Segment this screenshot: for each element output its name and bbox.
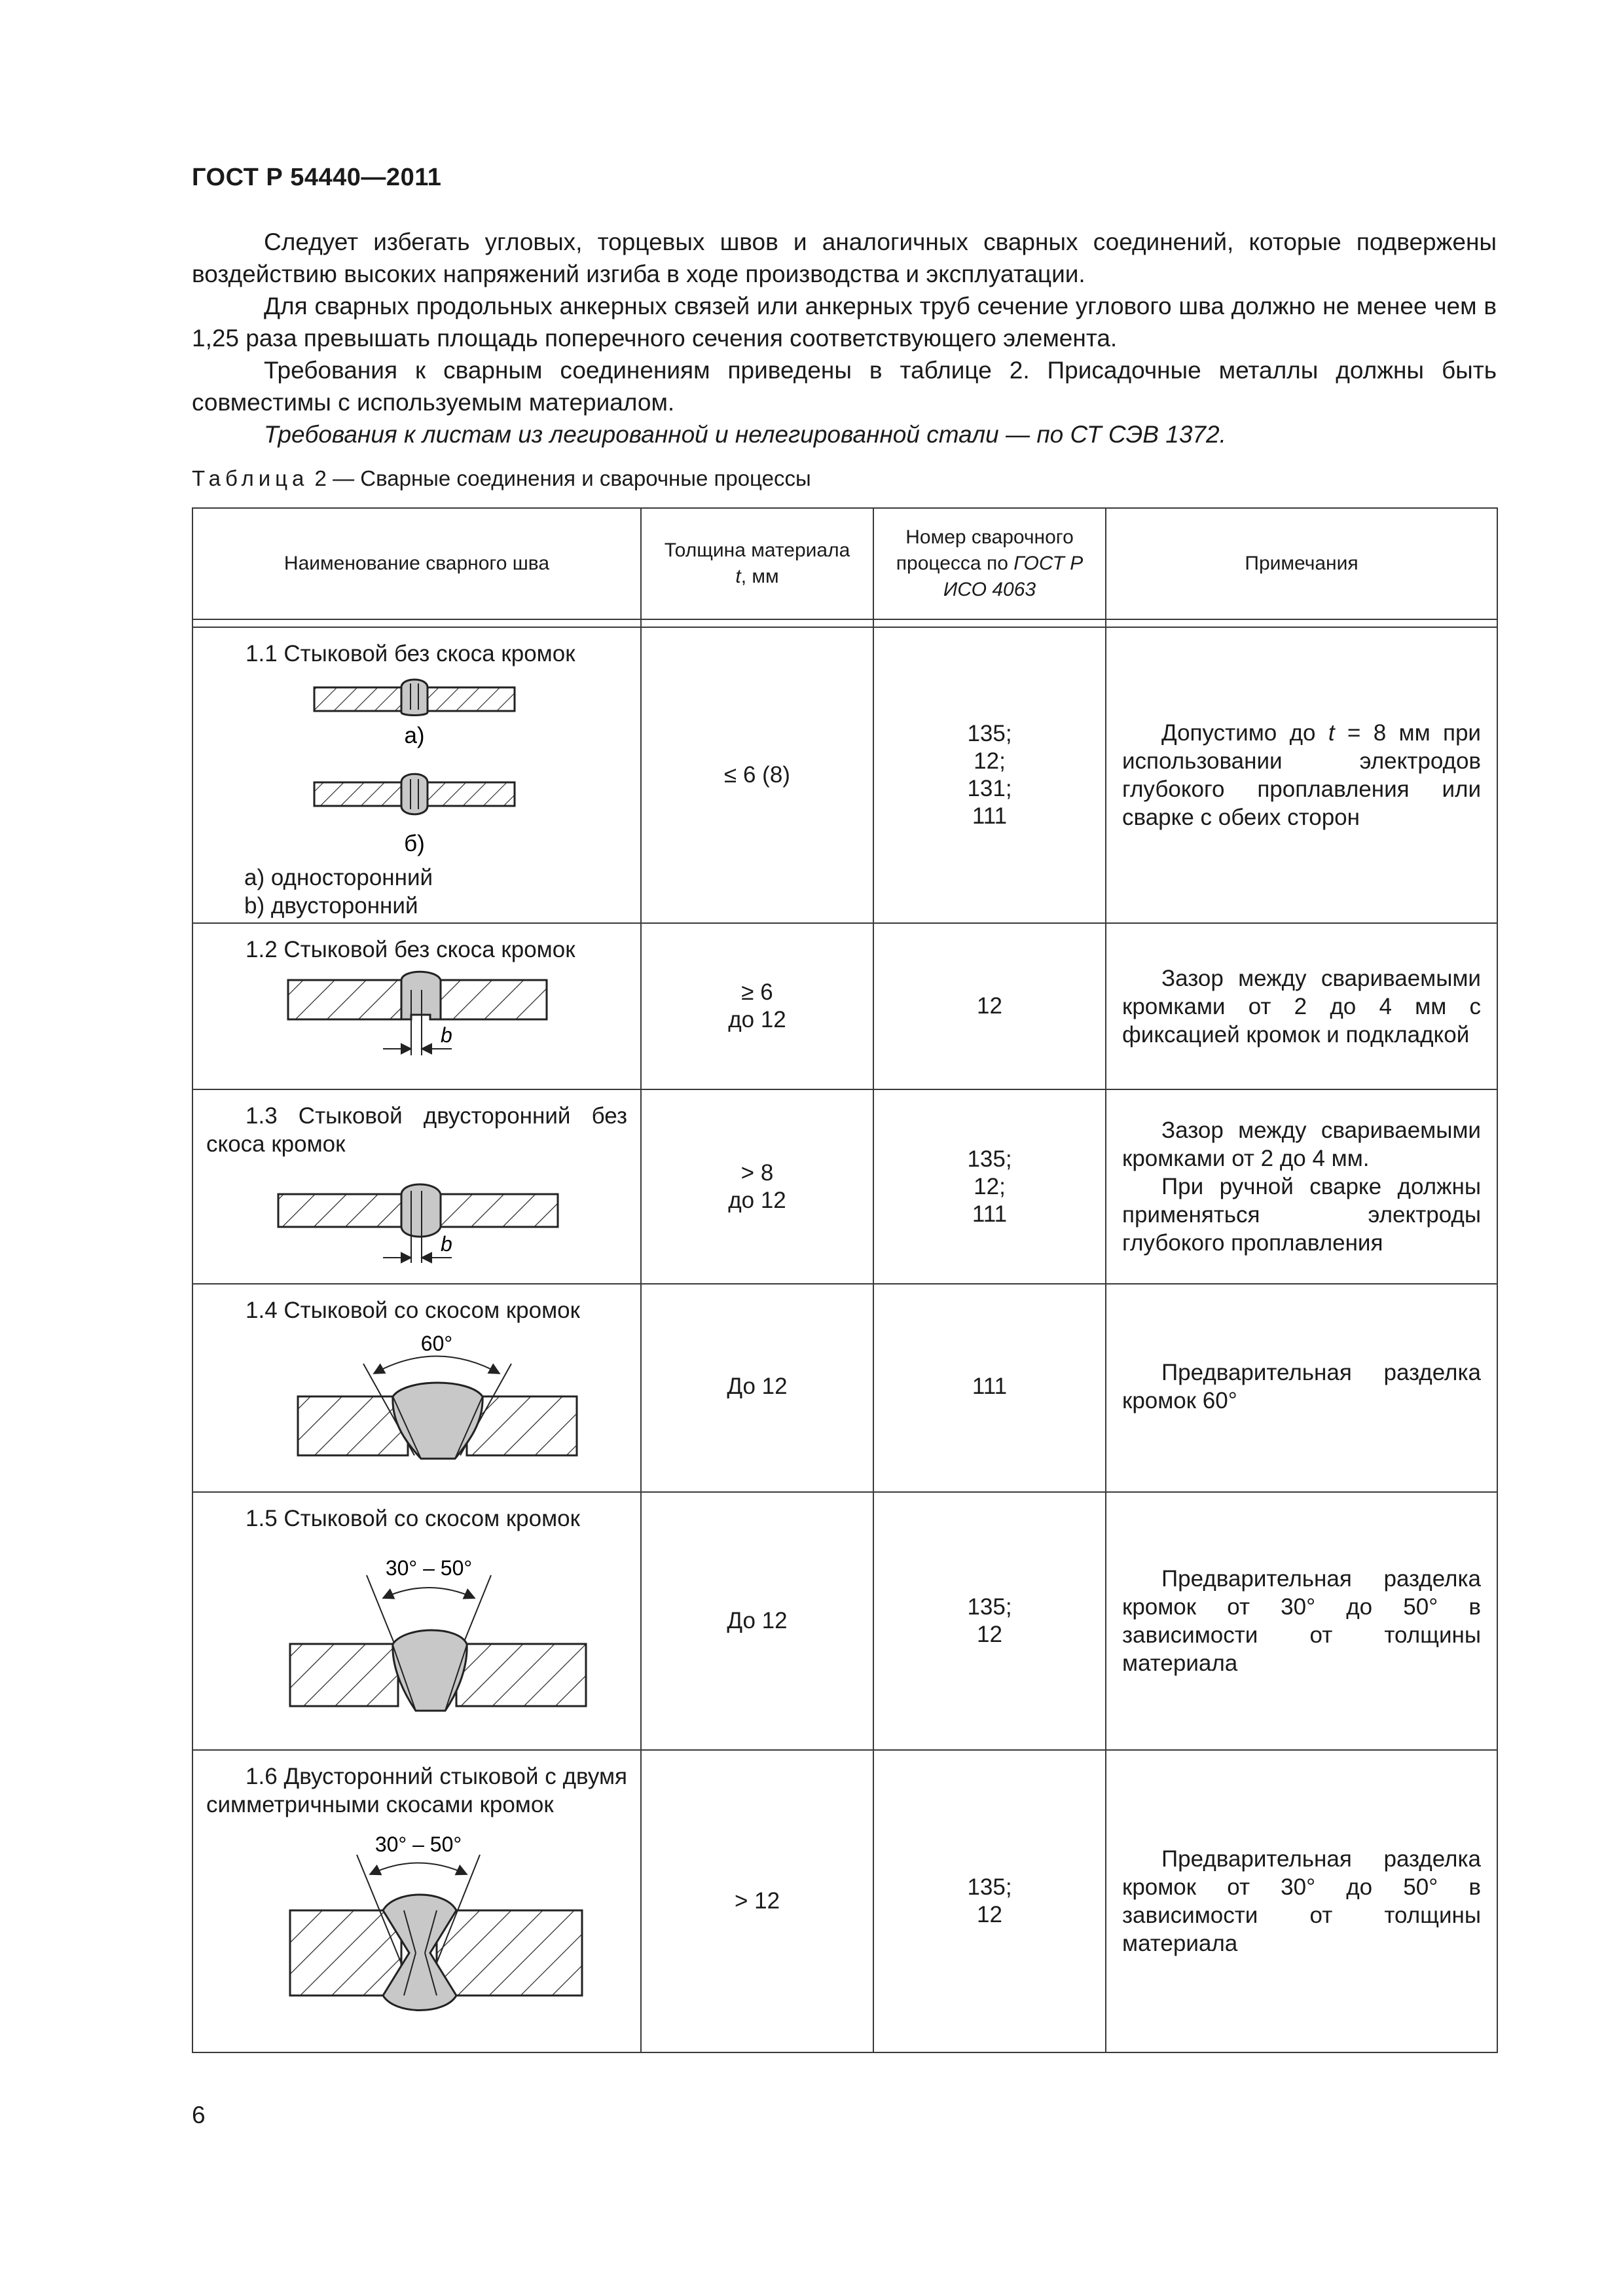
dim-b: b — [441, 1232, 452, 1256]
angle-label: 30° – 50° — [374, 1832, 462, 1856]
thickness-cell: До 12 — [641, 1284, 873, 1492]
table-row — [192, 627, 1497, 923]
table-row — [192, 1089, 1497, 1284]
intro-paragraph-1: Следует избегать угловых, торцевых швов и аналогичных сварных соединений, которые подвержены воздействию высоких напряжений изгиба в ходе производства и эксплуатации. — [192, 228, 1497, 287]
weld-cell-1-5: 1.5 Стыковой со скосом кромок 30° – 50° — [192, 1492, 641, 1750]
header-weld-name: Наименование сварного шва — [192, 508, 641, 619]
process-cell: 135; 12 — [873, 1492, 1106, 1750]
table-row — [192, 1492, 1497, 1750]
notes-cell: Зазор между свариваемыми кромками от 2 до 4 мм. При ручной сварке должны применяться электроды глубокого проплавления — [1106, 1089, 1497, 1284]
table-header-row — [192, 508, 1497, 619]
notes-cell: Зазор между свариваемыми кромками от 2 до 4 мм с фиксацией кромок и подкладкой — [1106, 923, 1497, 1089]
notes-cell: Предварительная разделка кромок от 30° до 50° в зависимости от толщины материала — [1106, 1492, 1497, 1750]
thickness-cell: > 8 до 12 — [641, 1089, 873, 1284]
table-row — [192, 1284, 1497, 1492]
thickness-cell: ≥ 6 до 12 — [641, 923, 873, 1089]
thickness-cell: ≤ 6 (8) — [641, 627, 873, 923]
process-cell: 135; 12; 131; 111 — [873, 627, 1106, 923]
document-header: ГОСТ Р 54440—2011 — [192, 164, 442, 191]
process-cell: 135; 12; 111 — [873, 1089, 1106, 1284]
header-notes: Примечания — [1106, 508, 1497, 619]
angle-label: 30° – 50° — [385, 1556, 473, 1580]
plate-pair-a — [314, 680, 515, 716]
header-thickness: Толщина материала t, мм — [641, 508, 873, 619]
intro-paragraph-3: Требования к сварным соединениям приведены в таблице 2. Присадочные металлы должны быть совместимы с используемым материалом. — [192, 357, 1497, 416]
plate-pair-b — [314, 774, 515, 814]
intro-paragraph-2: Для сварных продольных анкерных связей или анкерных труб сечение углового шва должно не менее чем в 1,25 раза превышать площадь поперечного сечения соответствующего элемента. — [192, 293, 1497, 352]
angle-label: 60° — [420, 1332, 453, 1355]
weld-diagram-1-4 — [193, 1324, 642, 1488]
legend-b: b) двусторонний — [244, 893, 418, 919]
legend-a: а) односторонний — [244, 865, 433, 890]
thickness-cell: > 12 — [641, 1750, 873, 2052]
intro-paragraph-4: Требования к листам из легированной и нелегированной стали — по СТ СЭВ 1372. — [264, 421, 1226, 448]
weld-diagram-1-5 — [193, 1533, 642, 1742]
weld-diagram-1-2 — [193, 964, 642, 1082]
welds-table — [192, 507, 1498, 2053]
weld-cell-1-1: 1.1 Стыковой без скоса кромок а) б) а) односторонний b) двусторонний — [192, 627, 641, 923]
header-process: Номер сварочного процесса по ГОСТ Р ИСО 4063 — [873, 508, 1106, 619]
dim-b: b — [441, 1023, 452, 1047]
table-row — [192, 923, 1497, 1089]
table-caption — [192, 466, 811, 491]
page-number: 6 — [192, 2102, 206, 2128]
fig-label-a: а) — [404, 723, 425, 748]
weld-cell-1-3: 1.3 Стыковой двусторонний без скоса кромок b — [192, 1089, 641, 1284]
notes-cell: Предварительная разделка кромок от 30° до 50° в зависимости от толщины материала — [1106, 1750, 1497, 2052]
table-caption-label: Таблица — [192, 466, 309, 490]
thickness-cell: До 12 — [641, 1492, 873, 1750]
process-cell: 12 — [873, 923, 1106, 1089]
weld-diagram-1-3 — [193, 1158, 642, 1276]
table-row — [192, 1750, 1497, 2052]
notes-cell: Допустимо до t = 8 мм при использовании электродов глубокого проплавления или сварке с обеих сторон — [1106, 627, 1497, 923]
weld-cell-1-2: 1.2 Стыковой без скоса кромок b — [192, 923, 641, 1089]
weld-cell-1-4: 1.4 Стыковой со скосом кромок 60° — [192, 1284, 641, 1492]
intro-text — [192, 226, 1497, 450]
table-caption-text: 2 — Сварные соединения и сварочные процессы — [308, 466, 811, 490]
process-cell: 111 — [873, 1284, 1106, 1492]
notes-cell: Предварительная разделка кромок 60° — [1106, 1284, 1497, 1492]
process-cell: 135; 12 — [873, 1750, 1106, 2052]
fig-label-b: б) — [404, 831, 425, 856]
weld-diagram-1-1 — [193, 668, 642, 864]
weld-diagram-1-6 — [193, 1819, 642, 2015]
weld-cell-1-6: 1.6 Двусторонний стыковой с двумя симметричными скосами кромок 30° – 50° — [192, 1750, 641, 2052]
